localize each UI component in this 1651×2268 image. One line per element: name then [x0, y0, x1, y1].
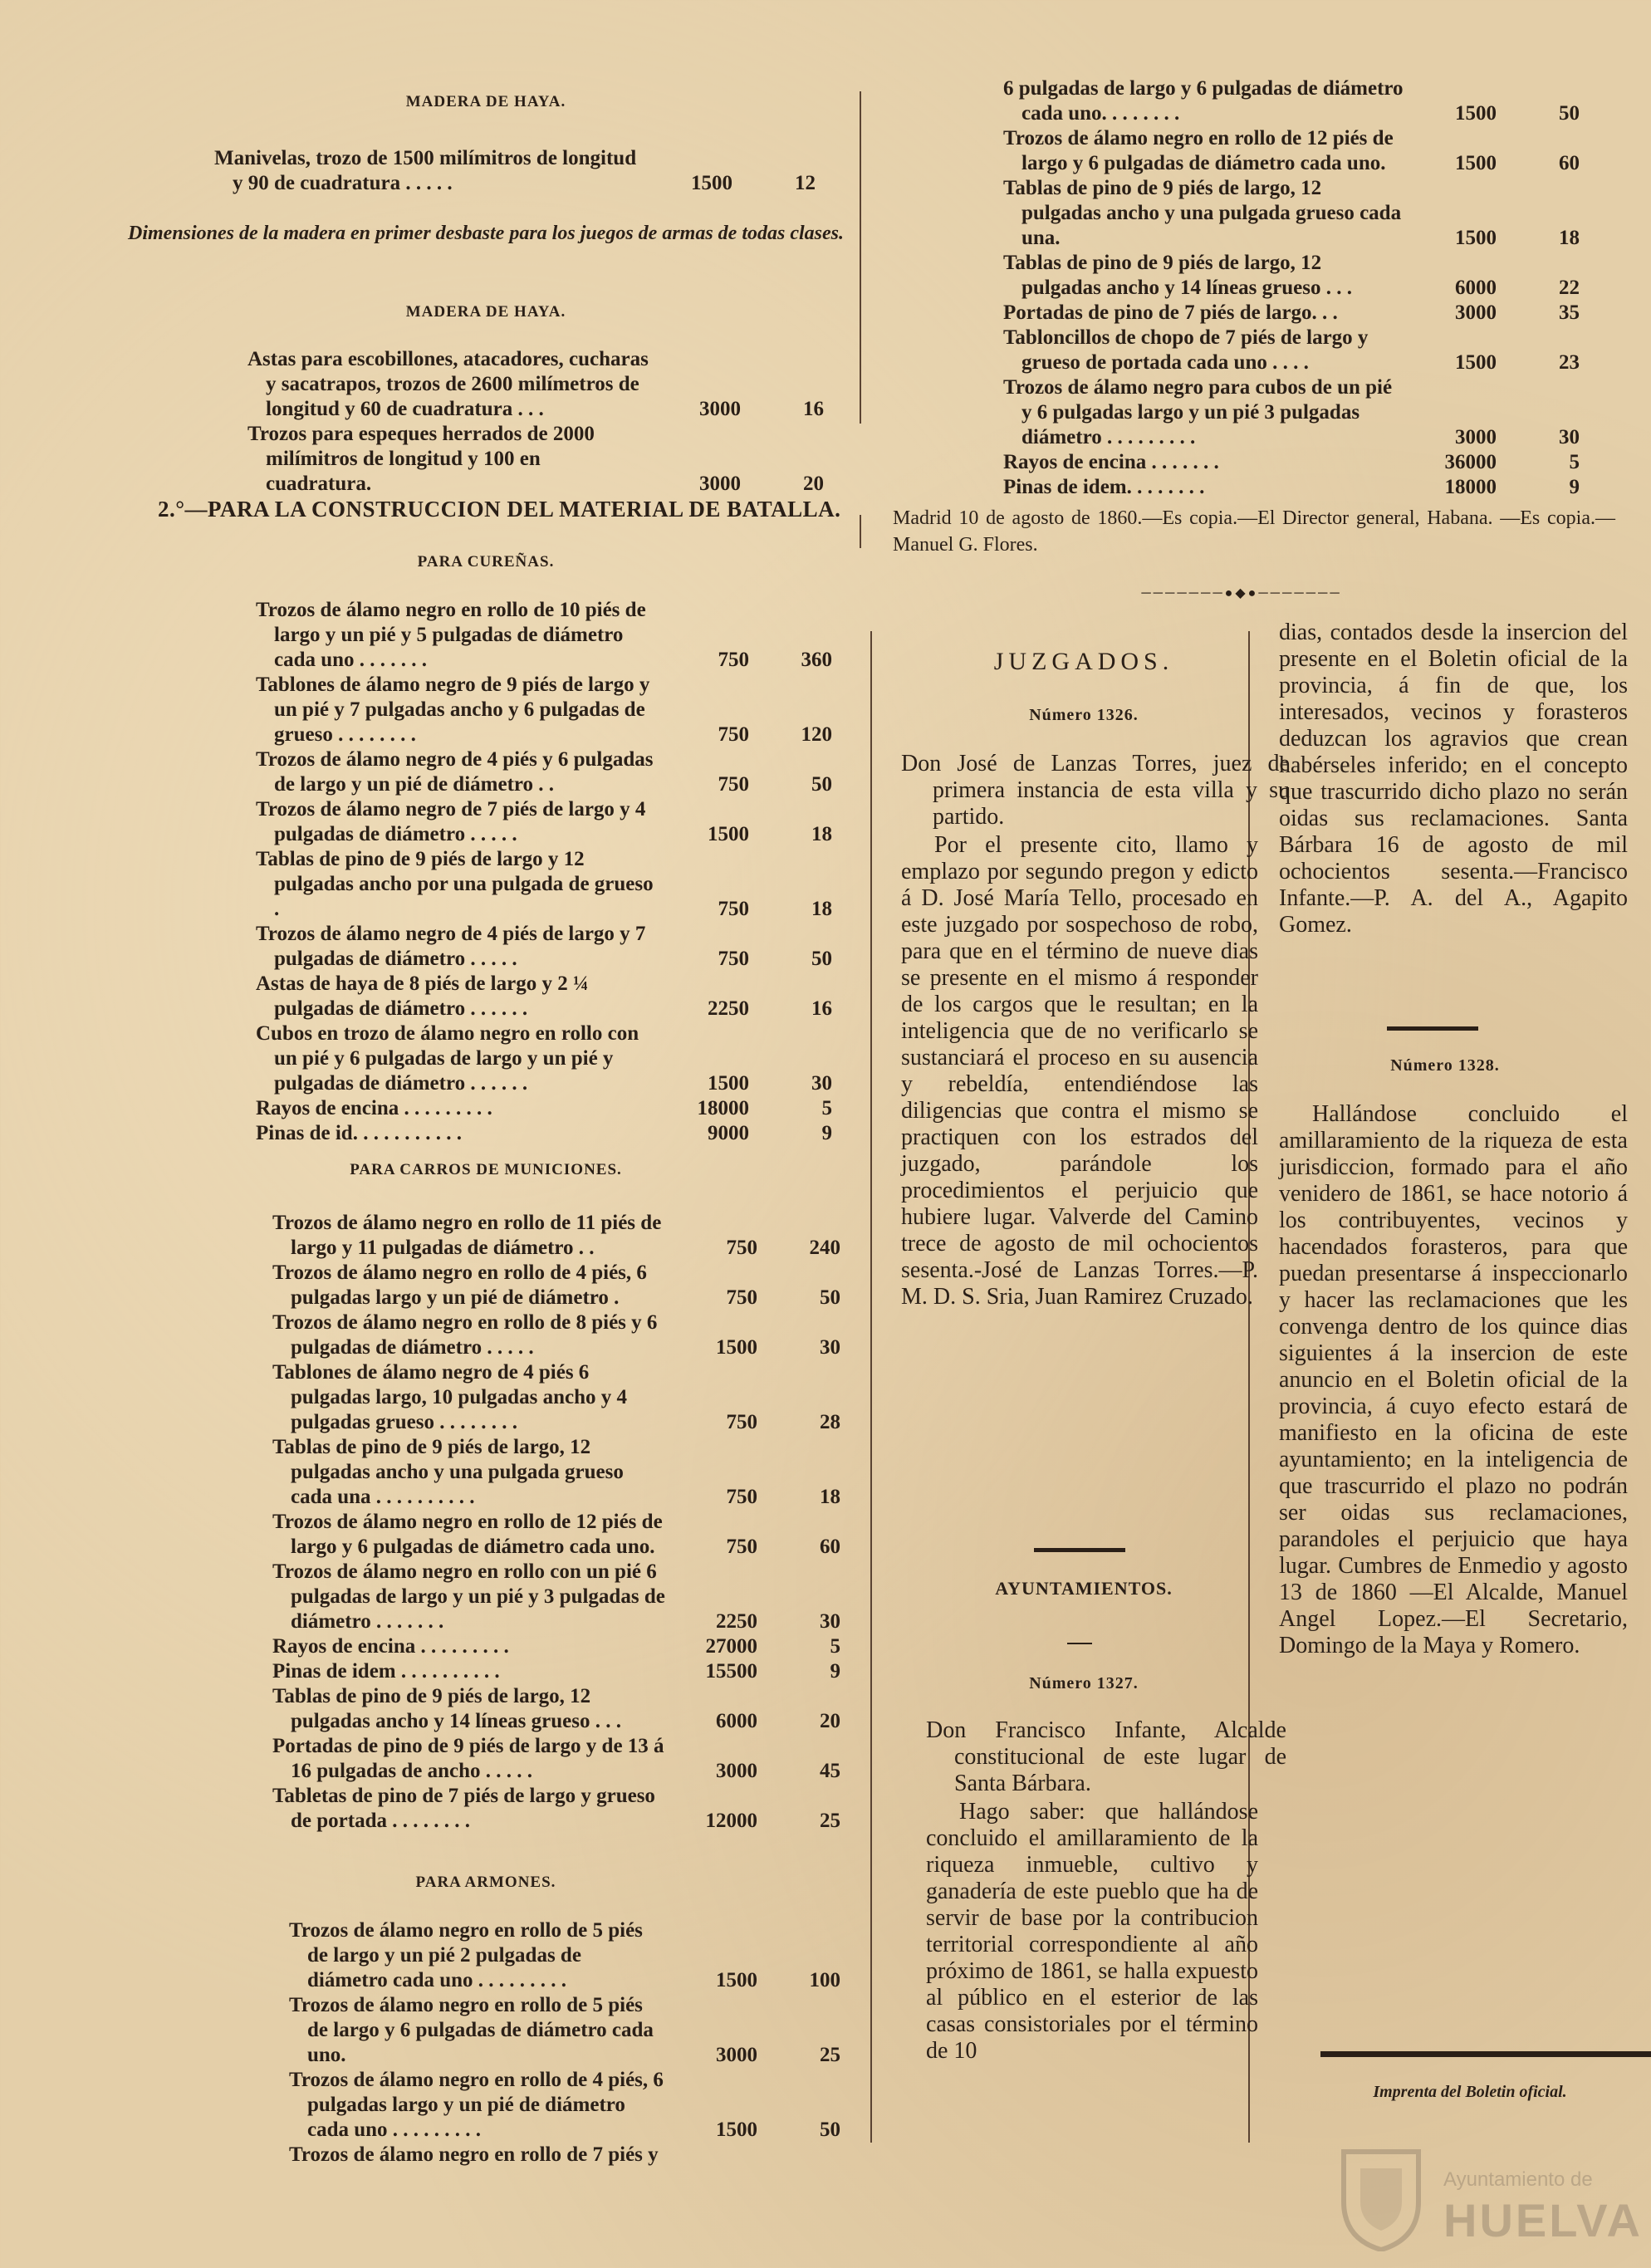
item-price: 23 [1559, 351, 1580, 374]
item-quantity: 750 [726, 1237, 757, 1259]
item-description: Trozos de álamo negro en rollo con un pié 6 pulgadas de largo y un pié y 3 pulgadas de diámetro . . . . . . . [272, 1560, 665, 1633]
item-quantity: 750 [718, 723, 749, 746]
table-row [274, 1918, 855, 1993]
item-quantity: 2250 [708, 997, 749, 1020]
item-price: 22 [1559, 277, 1580, 299]
item-price: 5 [1569, 451, 1580, 473]
item-description: Tablas de pino de 9 piés de largo, 12 pulgadas ancho y 14 líneas grueso . . . [1003, 252, 1352, 299]
table-row [274, 1993, 855, 2068]
item-description: Tablas de pino de 9 piés de largo, 12 pulgadas ancho y 14 líneas grueso . . . [272, 1685, 621, 1732]
table-row [241, 1121, 847, 1146]
table-row [257, 1560, 855, 1634]
number-1327: Número 1327. [1029, 1674, 1139, 1692]
archive-watermark [1335, 2135, 1643, 2260]
edict-1327-intro: Don Francisco Infante, Alcalde constitucional de este lugar de Santa Bárbara. [926, 1717, 1286, 1796]
item-price: 35 [1559, 301, 1580, 324]
table-row [241, 1096, 847, 1121]
item-description: Trozos de álamo negro en rollo de 12 piés de largo y 6 pulgadas de diámetro cada uno. [1003, 127, 1394, 174]
table-row [257, 1784, 855, 1834]
item-description: Pinas de idem . . . . . . . . . . [272, 1660, 500, 1683]
separator-rule [1034, 1548, 1125, 1552]
table-carros [257, 1211, 855, 1834]
table-row [257, 1634, 855, 1659]
table-row [241, 797, 847, 847]
item-price: 240 [809, 1237, 840, 1259]
column-divider [860, 515, 861, 548]
item-price: 18 [1559, 227, 1580, 249]
table-row [233, 422, 839, 497]
item-description: Cubos en trozo de álamo negro en rollo con un pié y 6 pulgadas de largo y un pié y pulgadas de diámetro . . . . . . [256, 1022, 639, 1095]
edict-1326-intro: Don José de Lanzas Torres, juez de primera instancia de esta villa y su partido. [901, 751, 1290, 830]
item-description: Portadas de pino de 9 piés de largo y de 13 á 16 pulgadas de ancho . . . . . [272, 1735, 664, 1782]
item-quantity: 2250 [716, 1610, 757, 1633]
watermark-brand: HUELVA [1443, 2194, 1643, 2246]
table-row [988, 375, 1595, 450]
item-price: 16 [811, 997, 832, 1020]
watermark-text: Ayuntamiento de [1443, 2168, 1593, 2191]
number-1328: Número 1328. [1390, 1056, 1500, 1075]
item-description: Trozos de álamo negro en rollo de 4 piés, 6 pulgadas largo y un pié de diámetro cada uno . . . . . . . . . [289, 2069, 664, 2141]
item-description: Tablas de pino de 9 piés de largo, 12 pulgadas ancho y una pulgada grueso cada una. [1003, 177, 1402, 249]
item-quantity: 27000 [705, 1635, 757, 1658]
table-row [988, 176, 1595, 251]
table-row [257, 1435, 855, 1510]
item-description: Trozos de álamo negro en rollo de 10 piés de largo y un pié y 5 pulgadas de diámetro cada uno . . . . . . . [256, 599, 646, 671]
item-description: Trozos de álamo negro de 4 piés y 6 pulgadas de largo y un pié de diámetro . . [256, 748, 654, 796]
item-price: 20 [803, 473, 824, 495]
item-price: 20 [820, 1710, 840, 1732]
item-price: 16 [803, 398, 824, 420]
separator-rule [1387, 1026, 1478, 1031]
item-description: Trozos de álamo negro en rollo de 8 piés y 6 pulgadas de diámetro . . . . . [272, 1311, 658, 1359]
edict-1328-body: Hallándose concluido el amillaramiento de la riqueza de esta jurisdiccion, formado para el año venidero de 1861, se hace notorio á los contribuyentes, vecinos y hacendados forasteros, para que puedan presentarse á inspeccionarlo y hacer las reclamaciones que les convenga dentro de los quince dias siguientes á la insercion de este anuncio en el Boletin oficial de la provincia, á cuyo efecto estará de manifiesto en la oficina de este ayuntamiento; en la inteligencia de que trascurrido el plazo no podrán ser oidas sus reclamaciones, parandoles el perjuicio que haya lugar. Cumbres de Enmedio y agosto 13 de 1860 —El Alcalde, Manuel Angel Lopez.—El Secretario, Domingo de la Maya y Romero. [1279, 1101, 1628, 1658]
table-row [199, 146, 830, 196]
item-price: 360 [801, 649, 832, 671]
item-description: Astas para escobillones, atacadores, cucharas y sacatrapos, trozos de 2600 milímetros de longitud y 60 de cuadratura . . . [247, 348, 649, 420]
item-quantity: 1500 [716, 1969, 757, 1991]
heading-ayuntamientos: AYUNTAMIENTOS. [995, 1578, 1173, 1599]
heading-juzgados: JUZGADOS. [993, 648, 1174, 675]
separator-ornament: ───────●◆●─────── [1141, 586, 1342, 600]
item-description: Trozos de álamo negro en rollo de 12 piés de largo y 6 pulgadas de diámetro cada uno. [272, 1511, 663, 1558]
table-curenas [241, 598, 847, 1146]
item-quantity: 3000 [1455, 301, 1497, 324]
table-row [988, 450, 1595, 475]
table-row [988, 76, 1595, 126]
table-row [988, 301, 1595, 326]
table-row [241, 747, 847, 797]
table-row [257, 1659, 855, 1684]
table-row [274, 2143, 855, 2168]
item-quantity: 1500 [1455, 152, 1497, 174]
item-description: Trozos de álamo negro en rollo de 5 piés de largo y un pié 2 pulgadas de diámetro cada uno . . . . . . . . . [289, 1919, 643, 1991]
table-row [257, 1211, 855, 1261]
item-description: Trozos de álamo negro en rollo de 5 piés de largo y 6 pulgadas de diámetro cada uno. [289, 1994, 654, 2066]
table-row [257, 1310, 855, 1360]
item-quantity: 3000 [1455, 426, 1497, 448]
item-description: Trozos de álamo negro de 4 piés de largo y 7 pulgadas de diámetro . . . . . [256, 923, 646, 970]
item-price: 45 [820, 1760, 840, 1782]
table-armones [274, 1918, 855, 2168]
item-description: Trozos de álamo negro en rollo de 4 piés, 6 pulgadas largo y un pié de diámetro . [272, 1261, 647, 1309]
item-quantity: 1500 [716, 1336, 757, 1359]
item-quantity: 9000 [708, 1122, 749, 1144]
item-description: Rayos de encina . . . . . . . . . [272, 1635, 509, 1658]
item-quantity: 18000 [697, 1097, 749, 1119]
decree-signature: Madrid 10 de agosto de 1860.—Es copia.—El Director general, Habana. —Es copia.—Manuel G. Flores. [893, 507, 1615, 556]
table-row [233, 347, 839, 422]
item-quantity: 1500 [708, 823, 749, 845]
table-haya-2 [233, 347, 839, 497]
edict-1327-continued: dias, contados desde la insercion del presente en el Boletin oficial de la provincia, á fin de que, los interesados, vecinos y forasteros deduzcan los agravios que crean habérseles inferido; en el concepto que trascurrido dicho plazo no serán oidas sus reclamaciones. Santa Bárbara 16 de agosto de mil ochocientos sesenta.—Francisco Infante.—P. A. del A., Agapito Gomez. [1279, 620, 1628, 938]
table-row [257, 1360, 855, 1435]
item-quantity: 15500 [705, 1660, 757, 1683]
item-description: Astas de haya de 8 piés de largo y 2 ¼ pulgadas de diámetro . . . . . . [256, 972, 589, 1020]
item-description: Tablas de pino de 9 piés de largo y 12 pulgadas ancho por una pulgada de grueso . [256, 848, 654, 920]
table-row [257, 1261, 855, 1310]
table-row [988, 251, 1595, 301]
item-description: Pinas de id. . . . . . . . . . . [256, 1122, 462, 1144]
item-quantity: 1500 [691, 172, 732, 194]
table-row [241, 598, 847, 673]
item-quantity: 1500 [1455, 227, 1497, 249]
item-price: 120 [801, 723, 832, 746]
section-title-haya-2: MADERA DE HAYA. [405, 303, 566, 321]
item-quantity: 3000 [699, 398, 741, 420]
item-quantity: 750 [726, 1486, 757, 1508]
item-quantity: 1500 [716, 2119, 757, 2141]
item-quantity: 1500 [1455, 102, 1497, 125]
item-price: 100 [809, 1969, 840, 1991]
dimensions-note: Dimensiones de la madera en primer desbaste para los juegos de armas de todas clases. [128, 223, 844, 244]
table-row [241, 972, 847, 1021]
item-price: 60 [820, 1536, 840, 1558]
item-price: 12 [795, 172, 816, 194]
item-quantity: 750 [726, 1286, 757, 1309]
item-description: Tablas de pino de 9 piés de largo, 12 pulgadas ancho y una pulgada grueso cada una . . . . . . . . . . [272, 1436, 624, 1508]
item-quantity: 750 [718, 773, 749, 796]
item-description: Tablones de álamo negro de 4 piés 6 pulgadas largo, 10 pulgadas ancho y 4 pulgadas grueso . . . . . . . . [272, 1361, 627, 1433]
table-row [257, 1510, 855, 1560]
item-quantity: 3000 [716, 1760, 757, 1782]
section-title-haya-1: MADERA DE HAYA. [405, 93, 566, 110]
item-quantity: 750 [718, 649, 749, 671]
item-price [766, 2143, 855, 2168]
closing-rule [1320, 2051, 1651, 2057]
item-price: 18 [820, 1486, 840, 1508]
item-description: Rayos de encina . . . . . . . [1003, 451, 1219, 473]
item-price: 30 [811, 1072, 832, 1095]
table-row [988, 475, 1595, 500]
item-quantity: 36000 [1444, 451, 1497, 473]
item-price: 30 [820, 1336, 840, 1359]
item-quantity: 18000 [1444, 476, 1497, 498]
table-continued [988, 76, 1595, 500]
table-row [988, 126, 1595, 176]
section-heading-batalla: 2.°—PARA LA CONSTRUCCION DEL MATERIAL DE BATALLA. [158, 497, 841, 522]
imprint: Imprenta del Boletin oficial. [1373, 2083, 1567, 2101]
item-price: 30 [1559, 426, 1580, 448]
table-row [257, 1684, 855, 1734]
item-price: 18 [811, 898, 832, 920]
item-description: Portadas de pino de 7 piés de largo. . . [1003, 301, 1338, 324]
item-description: Trozos para espeques herrados de 2000 milímitros de longitud y 100 en cuadratura. [247, 423, 595, 495]
item-price: 25 [820, 2044, 840, 2066]
item-price: 9 [830, 1660, 840, 1683]
item-quantity: 750 [718, 898, 749, 920]
coat-of-arms-icon [1335, 2135, 1427, 2251]
number-1326: Número 1326. [1029, 706, 1139, 724]
item-description: Trozos de álamo negro de 7 piés de largo y 4 pulgadas de diámetro . . . . . [256, 798, 646, 845]
column-divider [860, 91, 861, 424]
table-row [241, 847, 847, 922]
item-quantity: 1500 [1455, 351, 1497, 374]
item-description: Trozos de álamo negro para cubos de un pié y 6 pulgadas largo y un pié 3 pulgadas diámetro . . . . . . . . . [1003, 376, 1393, 448]
item-quantity: 750 [718, 948, 749, 970]
item-quantity: 6000 [1455, 277, 1497, 299]
section-title-carros: PARA CARROS DE MUNICIONES. [350, 1161, 622, 1178]
item-price: 50 [820, 2119, 840, 2141]
edict-1326-body: Por el presente cito, llamo y emplazo por segundo pregon y edicto á D. José María Tello, procesado en este juzgado por sospechoso de robo, para que en el término de nueve dias se presente en el mismo á responder de los cargos que le resultan; en la inteligencia que de no verificarlo se sustanciará el proceso en su ausencia y rebeldía, entendiéndose las diligencias que contra el mismo se practiquen con los estrados del juzgado, parándole los procedimientos el perjuicio que hubiere lugar. Valverde del Camino trece de agosto de mil ochocientos sesenta.-José de Lanzas Torres.—P. M. D. S. Sria, Juan Ramirez Cruzado. [901, 832, 1258, 1310]
item-price: 18 [811, 823, 832, 845]
column-divider [870, 631, 872, 2143]
item-price: 30 [820, 1610, 840, 1633]
table-row [241, 922, 847, 972]
item-description: Tabloncillos de chopo de 7 piés de largo y grueso de portada cada uno . . . . [1003, 326, 1369, 374]
item-quantity: 12000 [705, 1810, 757, 1832]
section-title-curenas: PARA CUREÑAS. [417, 553, 555, 571]
item-price: 25 [820, 1810, 840, 1832]
table-row [257, 1734, 855, 1784]
item-description: Trozos de álamo negro en rollo de 11 piés de largo y 11 pulgadas de diámetro . . [272, 1212, 662, 1259]
item-price: 28 [820, 1411, 840, 1433]
edict-1327-body: Hago saber: que hallándose concluido el amillaramiento de la riqueza inmueble, cultivo y ganadería de este pueblo que ha de servir de base por la contribucion territorial correspondiente al año próximo de 1861, se halla expuesto al público en el esterior de las casas consistoriales por el término de 10 [926, 1799, 1258, 2064]
item-price: 50 [1559, 102, 1580, 125]
item-description: Pinas de idem. . . . . . . . [1003, 476, 1205, 498]
item-description: Rayos de encina . . . . . . . . . [256, 1097, 492, 1119]
item-price: 5 [830, 1635, 840, 1658]
item-quantity: 750 [726, 1411, 757, 1433]
item-price: 9 [821, 1122, 832, 1144]
item-price: 60 [1559, 152, 1580, 174]
section-title-armones: PARA ARMONES. [415, 1874, 556, 1891]
table-row [274, 2068, 855, 2143]
item-quantity: 3000 [716, 2044, 757, 2066]
item-description: Tablones de álamo negro de 9 piés de largo y un pié y 7 pulgadas ancho y 6 pulgadas de grueso . . . . . . . . [256, 674, 650, 746]
table-row [241, 673, 847, 747]
item-description: Manivelas, trozo de 1500 milímitros de longitud y 90 de cuadratura . . . . . [214, 147, 637, 194]
table-row [988, 326, 1595, 375]
item-quantity [666, 2143, 766, 2168]
item-price: 9 [1569, 476, 1580, 498]
short-dash [1067, 1643, 1092, 1644]
item-quantity: 3000 [699, 473, 741, 495]
item-quantity: 1500 [708, 1072, 749, 1095]
item-price: 50 [811, 773, 832, 796]
item-quantity: 6000 [716, 1710, 757, 1732]
item-price: 5 [821, 1097, 832, 1119]
item-description: 6 pulgadas de largo y 6 pulgadas de diámetro cada uno. . . . . . . . [1003, 77, 1404, 125]
item-price: 50 [820, 1286, 840, 1309]
item-description: Trozos de álamo negro en rollo de 7 piés y [289, 2143, 659, 2166]
item-description: Tabletas de pino de 7 piés de largo y grueso de portada . . . . . . . . [272, 1785, 655, 1832]
item-quantity: 750 [726, 1536, 757, 1558]
table-row [241, 1021, 847, 1096]
table-haya-1 [199, 146, 830, 196]
item-price: 50 [811, 948, 832, 970]
